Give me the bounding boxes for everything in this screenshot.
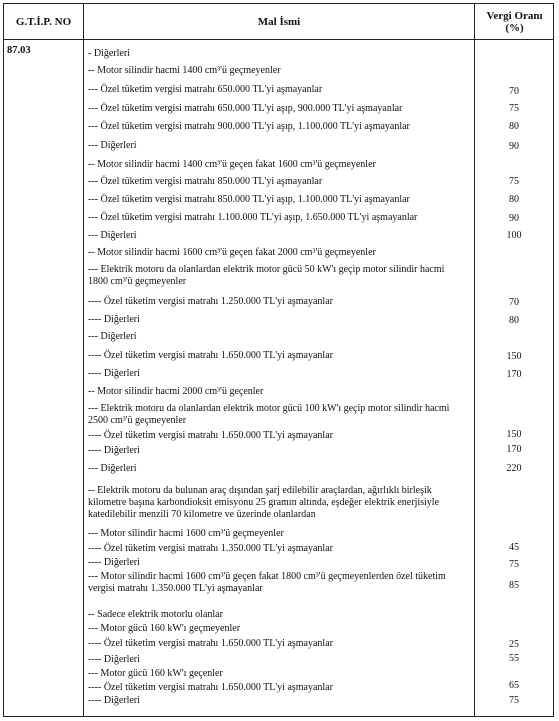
header-gtip: G.T.İ.P. NO — [15, 16, 72, 28]
item-description: --- Özel tüketim vergisi matrahı 650.000 TL'yi aşmayanlar — [88, 84, 323, 95]
item-description: --- Diğerleri — [88, 331, 137, 342]
item-description: --- Diğerleri — [88, 230, 137, 241]
item-description: --- Diğerleri — [88, 140, 137, 151]
item-description: ---- Özel tüketim vergisi matrahı 1.350.000 TL'yi aşmayanlar — [88, 543, 333, 554]
tax-rate-value: 170 — [506, 444, 522, 455]
item-description: --- Özel tüketim vergisi matrahı 850.000 TL'yi aşıp, 1.100.000 TL'yi aşmayanlar — [88, 194, 410, 205]
tax-rate-value: 70 — [509, 297, 519, 308]
item-description: -- Motor silindir hacmi 1600 cm³'ü geçen fakat 2000 cm³'ü geçmeyenler — [88, 247, 376, 258]
item-description: --- Elektrik motoru da olanlardan elektrik motor gücü 100 kW'ı geçip motor silindir hacmi 2500 cm³'ü geçmeyenler — [88, 403, 450, 426]
tax-rate-value: 220 — [506, 463, 522, 474]
tax-rate-value: 80 — [509, 121, 519, 132]
tax-rate-value: 45 — [509, 542, 519, 553]
item-description: -- Motor silindir hacmi 2000 cm³'ü geçenler — [88, 386, 264, 397]
item-description: ---- Özel tüketim vergisi matrahı 1.250.000 TL'yi aşmayanlar — [88, 296, 333, 307]
item-description: --- Elektrik motoru da olanlardan elektrik motor gücü 50 kW'ı geçip motor silindir hacmi 1800 cm³'ü geçmeyenler — [88, 264, 445, 287]
item-description: -- Sadece elektrik motorlu olanlar — [88, 609, 223, 620]
tax-rate-value: 75 — [509, 103, 519, 114]
item-description: --- Özel tüketim vergisi matrahı 650.000 TL'yi aşıp, 900.000 TL'yi aşmayanlar — [88, 103, 403, 114]
header-item-name: Mal İsmi — [257, 16, 301, 28]
item-description: ---- Özel tüketim vergisi matrahı 1.650.000 TL'yi aşmayanlar — [88, 682, 333, 693]
item-description: ---- Diğerleri — [88, 314, 140, 325]
item-description: --- Özel tüketim vergisi matrahı 1.100.000 TL'yi aşıp, 1.650.000 TL'yi aşmayanlar — [88, 212, 418, 223]
tax-rate-value: 75 — [509, 176, 519, 187]
tax-rate-value: 85 — [509, 580, 519, 591]
tax-rate-value: 80 — [509, 315, 519, 326]
item-description: ---- Diğerleri — [88, 695, 140, 706]
column-divider — [474, 4, 475, 716]
item-description: --- Motor gücü 160 kW'ı geçenler — [88, 668, 223, 679]
item-description: ---- Diğerleri — [88, 445, 140, 456]
tax-rate-value: 170 — [506, 369, 522, 380]
tax-rate-value: 150 — [506, 351, 522, 362]
gtip-code: 87.03 — [7, 45, 31, 56]
column-divider — [83, 4, 84, 716]
item-description: -- Elektrik motoru da bulunan araç dışından şarj edilebilir araçlardan, ağırlıklı birleşik kilometre başına karbondioksit emisyonu 25 gramın altında, eşdeğer elektrik enerjisiyle katedilebilir menzili 70 kilometre ve üzerinde olanlardan — [88, 485, 440, 520]
item-description: ---- Özel tüketim vergisi matrahı 1.650.000 TL'yi aşmayanlar — [88, 430, 333, 441]
tax-rate-value: 55 — [509, 653, 519, 664]
item-description: -- Motor silindir hacmi 1400 cm³'ü geçen fakat 1600 cm³'ü geçmeyenler — [88, 159, 376, 170]
item-description: --- Motor gücü 160 kW'ı geçmeyenler — [88, 623, 241, 634]
tax-rate-value: 25 — [509, 639, 519, 650]
header-tax-rate: Vergi Oranı (%) — [486, 10, 543, 34]
table-header — [4, 4, 553, 40]
tax-rate-value: 75 — [509, 559, 519, 570]
tax-rate-value: 150 — [506, 429, 522, 440]
item-description: --- Motor silindir hacmi 1600 cm³'ü geçen fakat 1800 cm³'ü geçmeyenlerden özel tüketim vergisi matrahı 1.350.000 TL'yi aşmayanlar — [88, 571, 446, 594]
item-description: ---- Özel tüketim vergisi matrahı 1.650.000 TL'yi aşmayanlar — [88, 350, 333, 361]
item-description: -- Motor silindir hacmi 1400 cm³'ü geçmeyenler — [88, 65, 281, 76]
tax-rate-value: 65 — [509, 680, 519, 691]
item-description: --- Motor silindir hacmi 1600 cm³'ü geçmeyenler — [88, 528, 284, 539]
tax-rate-value: 75 — [509, 695, 519, 706]
item-description: - Diğerleri — [88, 48, 130, 59]
tax-rate-value: 80 — [509, 194, 519, 205]
tax-rate-value: 70 — [509, 86, 519, 97]
item-description: --- Özel tüketim vergisi matrahı 850.000 TL'yi aşmayanlar — [88, 176, 323, 187]
tax-rate-value: 90 — [509, 213, 519, 224]
item-description: --- Diğerleri — [88, 463, 137, 474]
tax-rate-value: 90 — [509, 141, 519, 152]
item-description: ---- Diğerleri — [88, 557, 140, 568]
item-description: ---- Özel tüketim vergisi matrahı 1.650.000 TL'yi aşmayanlar — [88, 638, 333, 649]
item-description: ---- Diğerleri — [88, 368, 140, 379]
item-description: ---- Diğerleri — [88, 654, 140, 665]
tax-rate-value: 100 — [506, 230, 522, 241]
item-description: --- Özel tüketim vergisi matrahı 900.000 TL'yi aşıp, 1.100.000 TL'yi aşmayanlar — [88, 121, 410, 132]
tariff-table — [3, 3, 554, 717]
